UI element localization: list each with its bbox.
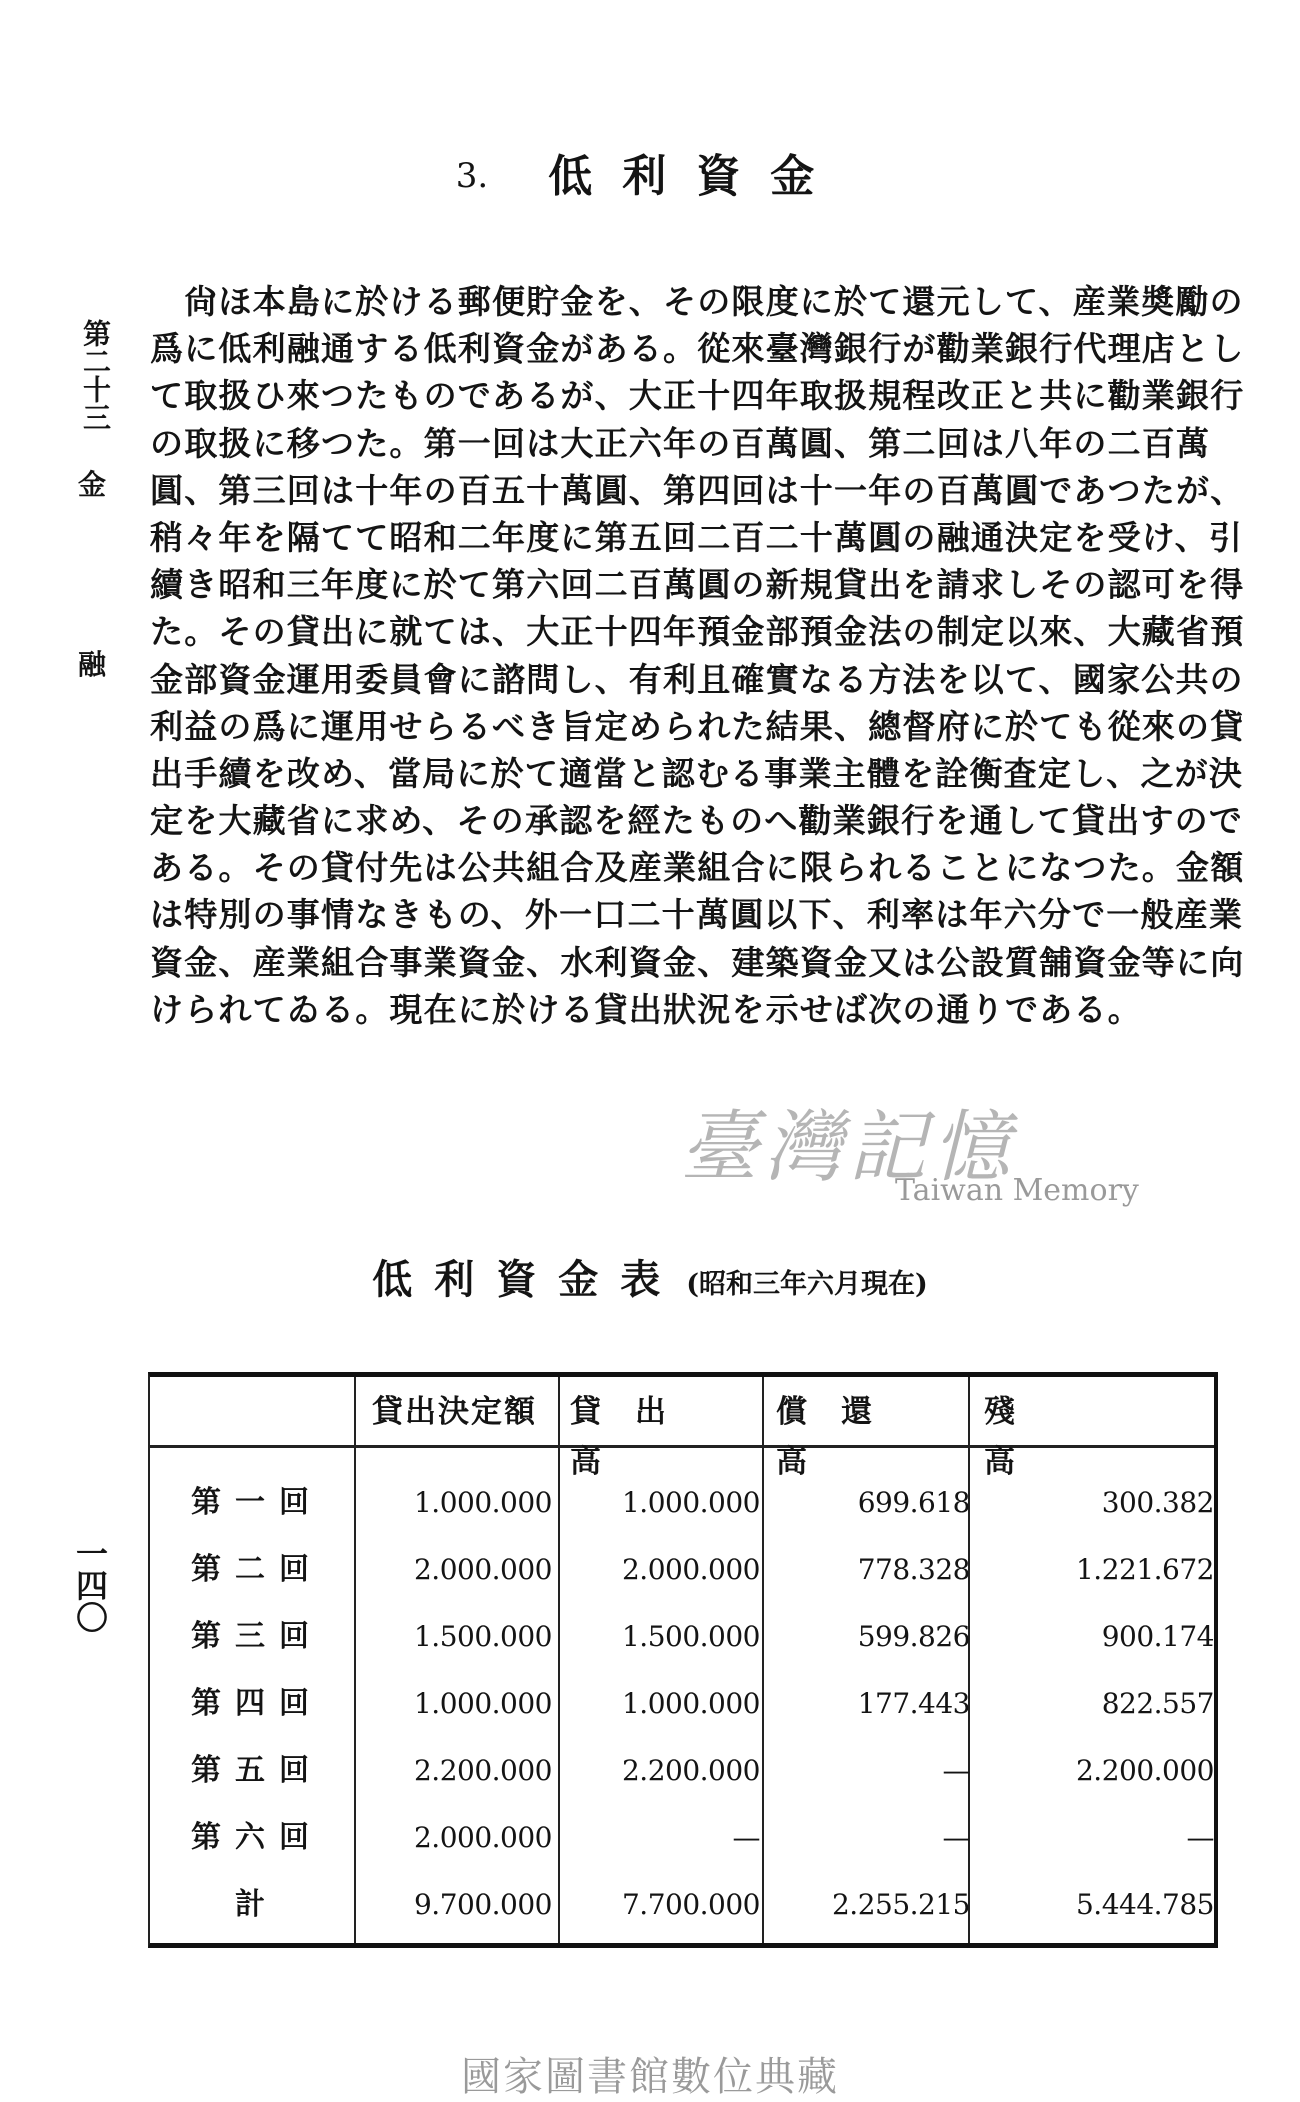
table-cell: 1.221.672 (1075, 1553, 1214, 1586)
table-cell: 2.200.000 (621, 1754, 760, 1787)
row-label: 第六回 (191, 1820, 323, 1855)
table-row (150, 1540, 1214, 1600)
table-cell: 1.000.000 (621, 1687, 760, 1720)
row-label: 第一回 (191, 1485, 323, 1520)
table-row (150, 1875, 1214, 1935)
table-cell: — (732, 1821, 760, 1854)
body-line: 續き昭和三年度に於て第六回二百萬圓の新規貸出を請求しその認可を得 (150, 565, 1245, 605)
body-line: ある。その貸付先は公共組合及産業組合に限られることになつた。金額 (150, 848, 1245, 888)
table-row (150, 1607, 1214, 1667)
header-repaid: 償還高 (776, 1394, 906, 1480)
low-interest-fund-table (148, 1372, 1218, 1948)
section-heading: 低利資金 (548, 151, 845, 202)
table-row (150, 1741, 1214, 1801)
body-line: 出手續を改め、當局に於て適當と認むる事業主體を詮衡査定し、之が決 (150, 753, 1244, 793)
table-cell: 5.444.785 (1075, 1888, 1214, 1921)
row-label: 第三回 (191, 1619, 323, 1654)
table-cell: 177.443 (857, 1687, 970, 1720)
table-cell: 2.000.000 (413, 1553, 552, 1586)
side-yu-label: 融 (77, 648, 106, 681)
watermark-chinese: 臺灣記憶 (680, 1103, 1017, 1193)
body-line: 圓、第三回は十年の百五十萬圓、第四回は十一年の百萬圓であつたが、 (150, 470, 1245, 510)
table-cell: — (942, 1754, 970, 1787)
table-cell: 1.500.000 (413, 1620, 552, 1653)
table-cell: 2.000.000 (621, 1553, 760, 1586)
table-cell: 1.000.000 (413, 1486, 552, 1519)
body-line: けられてゐる。現在に於ける貸出狀況を示せば次の通りである。 (150, 989, 1142, 1029)
table-cell: 778.328 (857, 1553, 970, 1586)
body-line: た。その貸出に就ては、大正十四年預金部預金法の制定以來、大藏省預 (150, 612, 1245, 652)
header-loan-amount: 貸出高 (570, 1394, 700, 1480)
table-title: 低利資金表 (372, 1256, 683, 1303)
library-footer: 國家圖書館數位典藏 (461, 2054, 839, 2100)
body-line: 尙ほ本島に於ける郵便貯金を、その限度に於て還元して、産業奬勵の (150, 282, 1244, 321)
table-cell: 1.500.000 (621, 1620, 760, 1653)
table-row (150, 1473, 1214, 1533)
body-line: の取扱に移つた。第一回は大正六年の百萬圓、第二回は八年の二百萬 (150, 423, 1211, 463)
table-date-note: (昭和三年六月現在) (686, 1269, 928, 1300)
row-label: 第五回 (191, 1753, 323, 1788)
taiwan-memory-watermark (680, 1085, 1160, 1225)
body-line: 爲に低利融通する低利資金がある。從來臺灣銀行が勸業銀行代理店とし (150, 329, 1245, 369)
row-label: 第四回 (191, 1686, 323, 1721)
table-cell: 7.700.000 (621, 1888, 760, 1921)
section-number: 3. (455, 156, 489, 196)
table-cell: 900.174 (1101, 1620, 1214, 1653)
table-cell: 2.200.000 (1075, 1754, 1214, 1787)
table-cell: — (942, 1821, 970, 1854)
table-cell: — (1186, 1821, 1214, 1854)
body-line: 金部資金運用委員會に諮問し、有利且確實なる方法を以て、國家公共の (150, 659, 1244, 699)
table-cell: 599.826 (857, 1620, 970, 1653)
section-title (0, 140, 1300, 204)
header-balance: 殘高 (984, 1394, 1165, 1480)
table-cell: 2.000.000 (413, 1821, 552, 1854)
table-row (150, 1674, 1214, 1734)
body-line: 資金、産業組合事業資金、水利資金、建築資金又は公設質舗資金等に向 (150, 942, 1245, 982)
table-caption (0, 1248, 1300, 1305)
page-number: 一四〇 (71, 1537, 109, 1633)
table-cell: 1.000.000 (621, 1486, 760, 1519)
table-cell: 9.700.000 (413, 1888, 552, 1921)
table-cell: 1.000.000 (413, 1687, 552, 1720)
body-line: 定を大藏省に求め、その承認を經たものへ勸業銀行を通して貸出すので (150, 801, 1244, 841)
table-cell: 699.618 (857, 1486, 970, 1519)
table-row (150, 1808, 1214, 1868)
body-line: 利益の爲に運用せらるべき旨定められた結果、總督府に於ても從來の貸 (150, 706, 1245, 746)
body-paragraph (150, 278, 1245, 1033)
table-cell: 822.557 (1101, 1687, 1214, 1720)
body-line: て取扱ひ來つたものであるが、大正十四年取扱規程改正と共に勸業銀行 (150, 376, 1245, 416)
row-label: 第二回 (191, 1552, 323, 1587)
body-line: 稍々年を隔てて昭和二年度に第五回二百二十萬圓の融通決定を受け、引 (150, 517, 1244, 557)
row-label: 計 (235, 1887, 279, 1922)
table-cell: 2.255.215 (831, 1888, 970, 1921)
body-line: は特別の事情なきもの、外一口二十萬圓以下、利率は年六分で一般産業 (150, 895, 1244, 935)
table-cell: 2.200.000 (413, 1754, 552, 1787)
side-chapter-label: 第二十三 (79, 319, 112, 431)
side-kin-label: 金 (77, 468, 106, 501)
table-cell: 300.382 (1101, 1486, 1214, 1519)
header-loan-decided: 貸出決定額 (372, 1394, 537, 1430)
watermark-english: Taiwan Memory (895, 1173, 1139, 1208)
